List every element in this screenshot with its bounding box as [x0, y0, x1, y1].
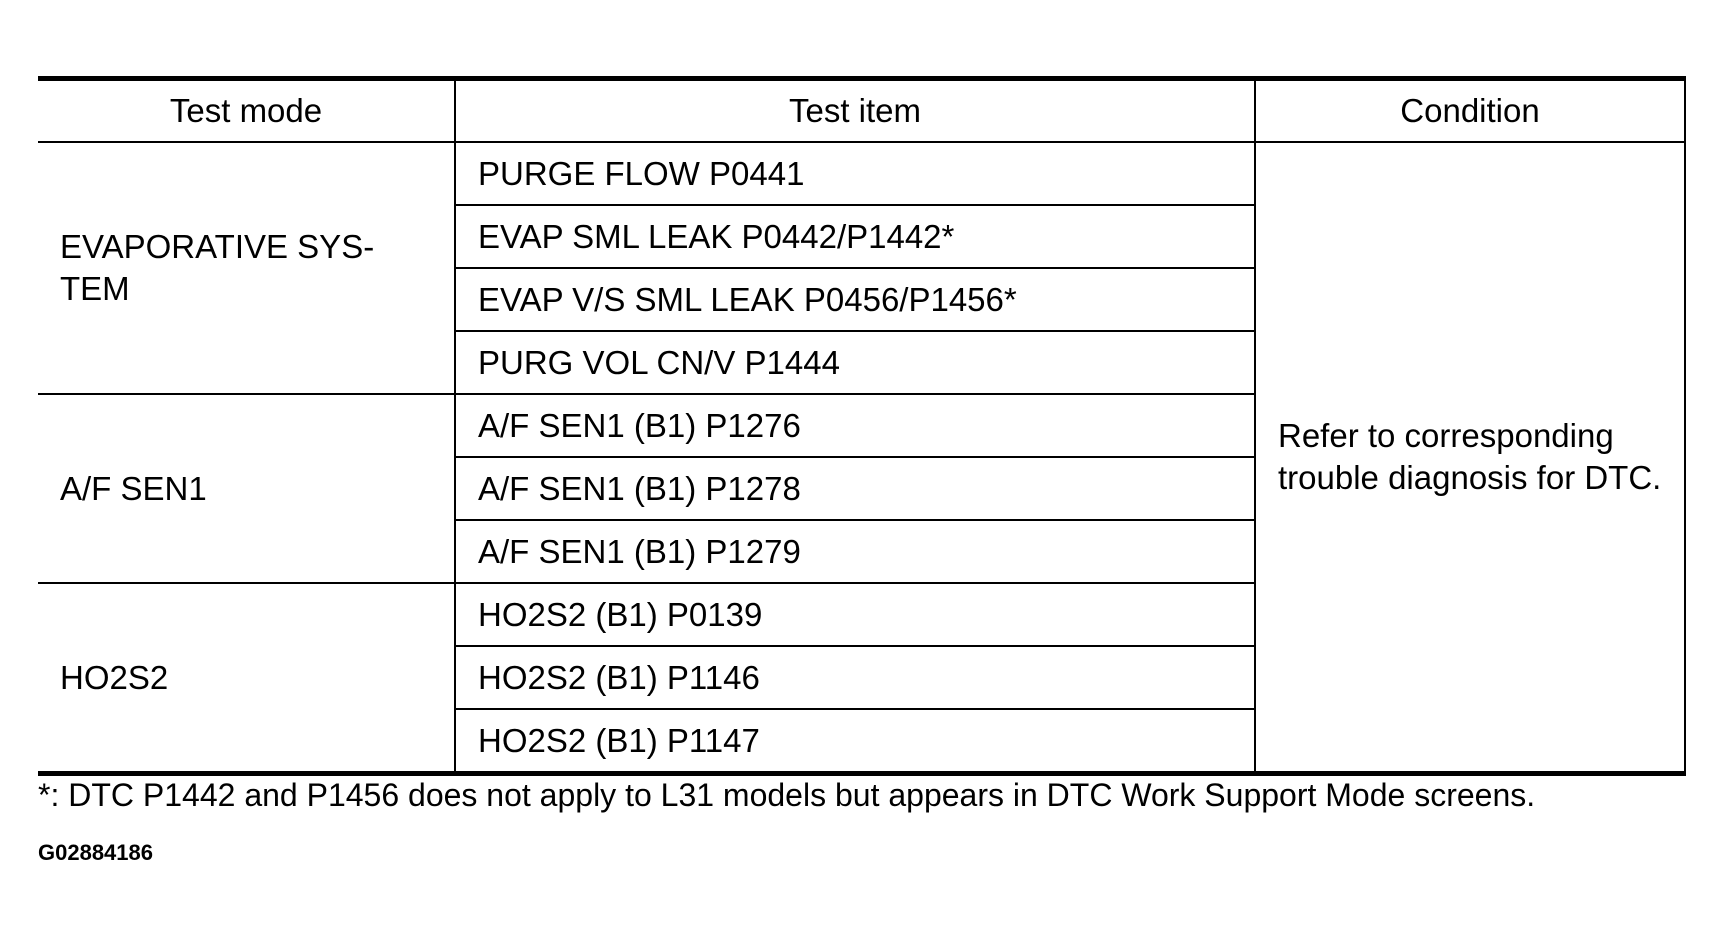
- table-header-row: [38, 79, 1685, 143]
- header-test-item: Test item: [455, 79, 1255, 143]
- header-test-mode: Test mode: [38, 79, 455, 143]
- test-item: A/F SEN1 (B1) P1278: [455, 457, 1255, 520]
- test-item: PURG VOL CN/V P1444: [455, 331, 1255, 394]
- figure-id: G02884186: [38, 840, 153, 865]
- test-item: HO2S2 (B1) P1147: [455, 709, 1255, 774]
- test-item: HO2S2 (B1) P0139: [455, 583, 1255, 646]
- test-item: EVAP SML LEAK P0442/P1442*: [455, 205, 1255, 268]
- table-row: [38, 142, 1685, 205]
- test-item: HO2S2 (B1) P1146: [455, 646, 1255, 709]
- test-item: A/F SEN1 (B1) P1276: [455, 394, 1255, 457]
- footnote: *: DTC P1442 and P1456 does not apply to L31 models but appears in DTC Work Support Mode screens.: [38, 777, 1536, 813]
- test-item: A/F SEN1 (B1) P1279: [455, 520, 1255, 583]
- header-condition: Condition: [1255, 79, 1685, 143]
- condition-cell: Refer to corresponding trouble diagnosis for DTC.: [1255, 142, 1685, 774]
- test-mode-evaporative-system: EVAPORATIVE SYS- TEM: [38, 142, 455, 394]
- test-item: PURGE FLOW P0441: [455, 142, 1255, 205]
- test-mode-ho2s2: HO2S2: [38, 583, 455, 774]
- test-item: EVAP V/S SML LEAK P0456/P1456*: [455, 268, 1255, 331]
- test-mode-af-sen1: A/F SEN1: [38, 394, 455, 583]
- dtc-work-support-table: [38, 76, 1686, 776]
